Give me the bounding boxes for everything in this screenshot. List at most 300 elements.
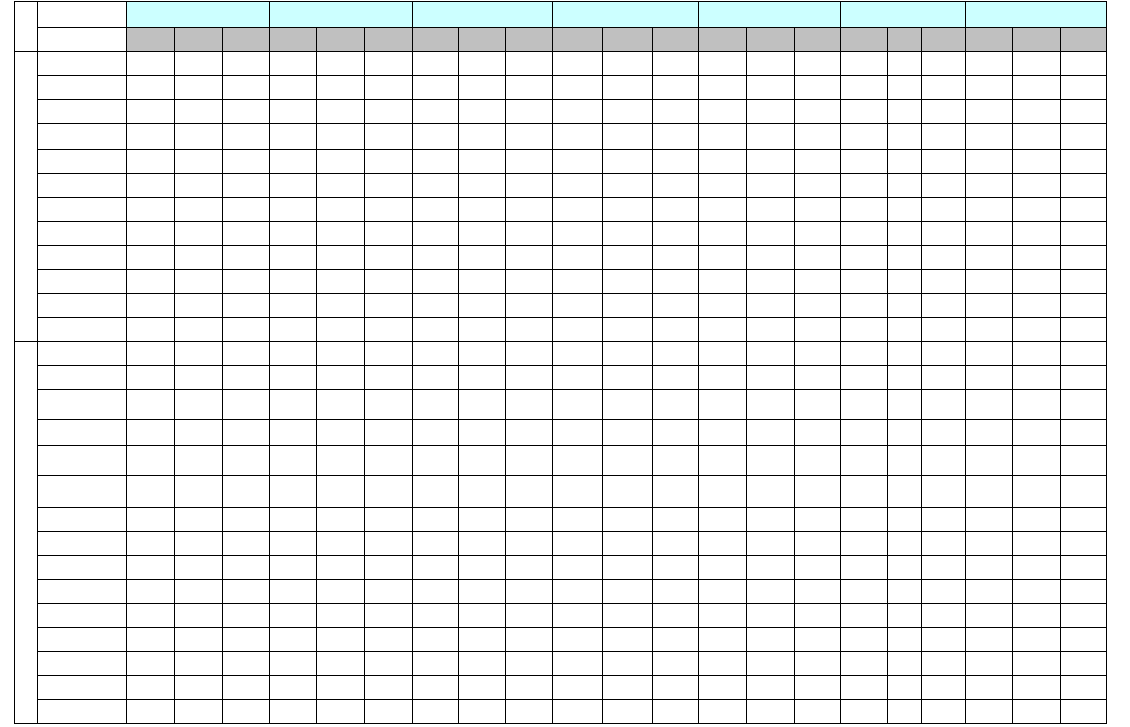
doctor-cell xyxy=(127,150,175,174)
doctor-cell xyxy=(699,52,747,76)
doctor-cell xyxy=(270,100,317,124)
doctor-cell xyxy=(603,124,653,150)
clinic-room-cell xyxy=(506,508,553,532)
clinic-room-cell xyxy=(223,124,270,150)
clinic-room-cell xyxy=(506,52,553,76)
clinic-room-cell xyxy=(506,174,553,198)
doctor-cell xyxy=(747,532,795,556)
doctor-cell xyxy=(317,652,365,676)
clinic-room-cell xyxy=(223,580,270,604)
doctor-cell xyxy=(270,76,317,100)
doctor-cell xyxy=(747,604,795,628)
table-row xyxy=(15,294,1107,318)
doctor-cell xyxy=(270,476,317,508)
doctor-cell xyxy=(459,556,506,580)
clinic-room-cell xyxy=(653,366,699,390)
department-name xyxy=(38,318,127,342)
doctor-cell xyxy=(413,342,459,366)
clinic-room-cell xyxy=(223,628,270,652)
doctor-cell xyxy=(413,676,459,700)
doctor-cell xyxy=(175,198,223,222)
doctor-cell xyxy=(841,294,888,318)
doctor-cell xyxy=(413,556,459,580)
doctor-cell xyxy=(317,580,365,604)
doctor-cell xyxy=(699,198,747,222)
table-row xyxy=(15,652,1107,676)
slot-header xyxy=(699,28,747,52)
doctor-cell xyxy=(841,652,888,676)
clinic-room-cell xyxy=(223,652,270,676)
doctor-cell xyxy=(841,222,888,246)
doctor-cell xyxy=(317,124,365,150)
department-name xyxy=(38,676,127,700)
clinic-room-cell xyxy=(922,604,966,628)
doctor-cell xyxy=(175,446,223,476)
clinic-room-cell xyxy=(223,318,270,342)
department-name xyxy=(38,532,127,556)
clinic-room-cell xyxy=(922,150,966,174)
clinic-room-cell xyxy=(922,222,966,246)
doctor-cell xyxy=(459,270,506,294)
doctor-cell xyxy=(175,420,223,446)
doctor-cell xyxy=(413,652,459,676)
doctor-cell xyxy=(699,222,747,246)
doctor-cell xyxy=(553,476,603,508)
doctor-cell xyxy=(553,676,603,700)
clinic-room-cell xyxy=(506,270,553,294)
doctor-cell xyxy=(317,390,365,420)
slot-header xyxy=(1013,28,1061,52)
doctor-cell xyxy=(1013,342,1061,366)
doctor-cell xyxy=(966,198,1013,222)
doctor-cell xyxy=(841,100,888,124)
doctor-cell xyxy=(127,580,175,604)
clinic-room-cell xyxy=(795,652,841,676)
doctor-cell xyxy=(553,342,603,366)
doctor-cell xyxy=(888,294,922,318)
clinic-room-cell xyxy=(365,342,413,366)
doctor-cell xyxy=(459,446,506,476)
doctor-cell xyxy=(459,150,506,174)
department-name xyxy=(38,366,127,390)
clinic-room-cell xyxy=(1061,342,1107,366)
doctor-cell xyxy=(699,246,747,270)
clinic-room-cell xyxy=(653,342,699,366)
doctor-cell xyxy=(966,700,1013,724)
clinic-room-cell xyxy=(506,76,553,100)
clinic-room-cell xyxy=(1061,100,1107,124)
slot-header xyxy=(459,28,506,52)
clinic-room-cell xyxy=(795,270,841,294)
doctor-cell xyxy=(175,76,223,100)
slot-header xyxy=(506,28,553,52)
doctor-cell xyxy=(270,150,317,174)
department-name xyxy=(38,700,127,724)
doctor-cell xyxy=(699,390,747,420)
clinic-room-cell xyxy=(223,476,270,508)
doctor-cell xyxy=(127,476,175,508)
clinic-room-cell xyxy=(365,270,413,294)
doctor-cell xyxy=(966,390,1013,420)
doctor-cell xyxy=(459,76,506,100)
doctor-cell xyxy=(270,676,317,700)
doctor-cell xyxy=(175,52,223,76)
department-name xyxy=(38,222,127,246)
clinic-room-cell xyxy=(223,198,270,222)
clinic-room-cell xyxy=(922,342,966,366)
clinic-room-cell xyxy=(922,390,966,420)
clinic-room-cell xyxy=(653,390,699,420)
doctor-cell xyxy=(553,294,603,318)
doctor-cell xyxy=(841,198,888,222)
department-name xyxy=(38,100,127,124)
clinic-room-cell xyxy=(1061,700,1107,724)
clinic-room-cell xyxy=(365,294,413,318)
doctor-cell xyxy=(317,366,365,390)
clinic-room-cell xyxy=(365,52,413,76)
clinic-room-cell xyxy=(653,446,699,476)
doctor-cell xyxy=(966,446,1013,476)
doctor-cell xyxy=(317,700,365,724)
table-row xyxy=(15,318,1107,342)
clinic-room-cell xyxy=(223,676,270,700)
doctor-cell xyxy=(459,222,506,246)
doctor-cell xyxy=(127,446,175,476)
doctor-cell xyxy=(888,366,922,390)
table-row xyxy=(15,580,1107,604)
doctor-cell xyxy=(553,366,603,390)
doctor-cell xyxy=(966,246,1013,270)
department-name xyxy=(38,652,127,676)
doctor-cell xyxy=(699,124,747,150)
doctor-cell xyxy=(1013,366,1061,390)
doctor-cell xyxy=(175,270,223,294)
doctor-cell xyxy=(841,420,888,446)
doctor-cell xyxy=(699,628,747,652)
doctor-cell xyxy=(841,508,888,532)
table-row xyxy=(15,76,1107,100)
doctor-cell xyxy=(1013,52,1061,76)
clinic-room-cell xyxy=(653,532,699,556)
doctor-cell xyxy=(270,390,317,420)
doctor-cell xyxy=(175,318,223,342)
doctor-cell xyxy=(553,604,603,628)
doctor-cell xyxy=(459,294,506,318)
slot-header xyxy=(841,28,888,52)
doctor-cell xyxy=(459,366,506,390)
doctor-cell xyxy=(747,556,795,580)
doctor-cell xyxy=(966,294,1013,318)
session-time-header xyxy=(38,28,127,52)
doctor-cell xyxy=(459,318,506,342)
clinic-room-cell xyxy=(506,532,553,556)
doctor-cell xyxy=(603,270,653,294)
doctor-cell xyxy=(841,476,888,508)
clinic-room-cell xyxy=(795,420,841,446)
table-row xyxy=(15,476,1107,508)
doctor-cell xyxy=(747,700,795,724)
doctor-cell xyxy=(413,446,459,476)
doctor-cell xyxy=(603,604,653,628)
day-header-wed xyxy=(413,2,553,28)
doctor-cell xyxy=(317,532,365,556)
doctor-cell xyxy=(603,174,653,198)
department-name xyxy=(38,604,127,628)
clinic-room-cell xyxy=(506,652,553,676)
doctor-cell xyxy=(553,700,603,724)
doctor-cell xyxy=(317,628,365,652)
doctor-cell xyxy=(966,628,1013,652)
doctor-cell xyxy=(603,342,653,366)
doctor-cell xyxy=(553,124,603,150)
clinic-room-cell xyxy=(922,100,966,124)
doctor-cell xyxy=(841,52,888,76)
doctor-cell xyxy=(413,366,459,390)
doctor-cell xyxy=(888,580,922,604)
doctor-cell xyxy=(270,246,317,270)
doctor-cell xyxy=(553,652,603,676)
doctor-cell xyxy=(413,270,459,294)
doctor-cell xyxy=(553,174,603,198)
doctor-cell xyxy=(603,100,653,124)
doctor-cell xyxy=(888,246,922,270)
doctor-cell xyxy=(317,222,365,246)
doctor-cell xyxy=(603,318,653,342)
doctor-cell xyxy=(459,198,506,222)
doctor-cell xyxy=(747,52,795,76)
doctor-cell xyxy=(553,52,603,76)
slot-header xyxy=(413,28,459,52)
specialty-header xyxy=(15,2,38,52)
clinic-room-cell xyxy=(922,124,966,150)
day-header-fri xyxy=(699,2,841,28)
doctor-cell xyxy=(747,652,795,676)
doctor-cell xyxy=(459,174,506,198)
department-name xyxy=(38,150,127,174)
clinic-room-cell xyxy=(365,580,413,604)
doctor-cell xyxy=(841,246,888,270)
doctor-cell xyxy=(888,52,922,76)
doctor-cell xyxy=(603,150,653,174)
clinic-room-cell xyxy=(506,318,553,342)
clinic-room-cell xyxy=(653,246,699,270)
slot-header xyxy=(653,28,699,52)
doctor-cell xyxy=(1013,628,1061,652)
doctor-cell xyxy=(888,318,922,342)
clinic-room-cell xyxy=(795,604,841,628)
doctor-cell xyxy=(888,446,922,476)
department-name xyxy=(38,508,127,532)
doctor-cell xyxy=(966,76,1013,100)
department-name xyxy=(38,246,127,270)
doctor-cell xyxy=(603,198,653,222)
clinic-room-cell xyxy=(1061,150,1107,174)
clinic-room-cell xyxy=(1061,318,1107,342)
clinic-room-cell xyxy=(365,318,413,342)
clinic-room-cell xyxy=(223,532,270,556)
doctor-cell xyxy=(270,198,317,222)
doctor-cell xyxy=(127,318,175,342)
department-name xyxy=(38,124,127,150)
department-name xyxy=(38,294,127,318)
clinic-room-cell xyxy=(795,222,841,246)
doctor-cell xyxy=(966,318,1013,342)
clinic-room-cell xyxy=(653,420,699,446)
clinic-room-cell xyxy=(922,174,966,198)
doctor-cell xyxy=(127,342,175,366)
department-name xyxy=(38,628,127,652)
doctor-cell xyxy=(603,246,653,270)
doctor-cell xyxy=(175,700,223,724)
doctor-cell xyxy=(553,508,603,532)
clinic-room-cell xyxy=(922,676,966,700)
clinic-room-cell xyxy=(365,174,413,198)
department-name xyxy=(38,476,127,508)
doctor-cell xyxy=(747,198,795,222)
doctor-cell xyxy=(127,124,175,150)
clinic-room-cell xyxy=(506,100,553,124)
clinic-room-cell xyxy=(365,476,413,508)
doctor-cell xyxy=(413,476,459,508)
doctor-cell xyxy=(413,124,459,150)
clinic-room-cell xyxy=(795,174,841,198)
doctor-cell xyxy=(747,366,795,390)
clinic-room-cell xyxy=(365,676,413,700)
doctor-cell xyxy=(1013,174,1061,198)
clinic-room-cell xyxy=(795,150,841,174)
doctor-cell xyxy=(603,580,653,604)
doctor-cell xyxy=(888,556,922,580)
doctor-cell xyxy=(603,390,653,420)
doctor-cell xyxy=(175,174,223,198)
clinic-room-cell xyxy=(922,294,966,318)
doctor-cell xyxy=(553,222,603,246)
clinic-room-cell xyxy=(365,366,413,390)
day-header-thu xyxy=(553,2,699,28)
clinic-room-cell xyxy=(922,652,966,676)
doctor-cell xyxy=(413,246,459,270)
doctor-cell xyxy=(603,52,653,76)
clinic-room-cell xyxy=(922,318,966,342)
clinic-room-cell xyxy=(365,700,413,724)
table-row xyxy=(15,700,1107,724)
doctor-cell xyxy=(270,222,317,246)
doctor-cell xyxy=(413,508,459,532)
doctor-cell xyxy=(413,532,459,556)
doctor-cell xyxy=(553,318,603,342)
clinic-room-cell xyxy=(795,700,841,724)
doctor-cell xyxy=(699,532,747,556)
doctor-cell xyxy=(1013,294,1061,318)
doctor-cell xyxy=(888,76,922,100)
doctor-cell xyxy=(127,508,175,532)
department-name xyxy=(38,270,127,294)
table-row xyxy=(15,628,1107,652)
clinic-room-cell xyxy=(223,222,270,246)
doctor-cell xyxy=(966,270,1013,294)
slot-header xyxy=(270,28,317,52)
doctor-cell xyxy=(175,676,223,700)
doctor-cell xyxy=(966,342,1013,366)
clinic-room-cell xyxy=(1061,628,1107,652)
doctor-cell xyxy=(888,604,922,628)
clinic-room-cell xyxy=(1061,580,1107,604)
clinic-room-cell xyxy=(653,294,699,318)
table-row xyxy=(15,604,1107,628)
clinic-room-cell xyxy=(653,222,699,246)
clinic-room-cell xyxy=(653,508,699,532)
doctor-cell xyxy=(553,390,603,420)
doctor-cell xyxy=(699,446,747,476)
clinic-room-cell xyxy=(795,294,841,318)
doctor-cell xyxy=(459,700,506,724)
doctor-cell xyxy=(888,652,922,676)
doctor-cell xyxy=(127,604,175,628)
doctor-cell xyxy=(1013,652,1061,676)
clinic-room-cell xyxy=(506,580,553,604)
doctor-cell xyxy=(317,150,365,174)
table-row xyxy=(15,420,1107,446)
doctor-cell xyxy=(888,270,922,294)
doctor-cell xyxy=(699,508,747,532)
doctor-cell xyxy=(603,366,653,390)
clinic-room-cell xyxy=(1061,556,1107,580)
slot-header xyxy=(223,28,270,52)
clinic-room-cell xyxy=(1061,76,1107,100)
doctor-cell xyxy=(270,366,317,390)
doctor-cell xyxy=(966,508,1013,532)
doctor-cell xyxy=(270,604,317,628)
doctor-cell xyxy=(317,420,365,446)
doctor-cell xyxy=(553,420,603,446)
doctor-cell xyxy=(888,342,922,366)
doctor-cell xyxy=(413,628,459,652)
clinic-room-cell xyxy=(506,222,553,246)
doctor-cell xyxy=(966,222,1013,246)
doctor-cell xyxy=(699,76,747,100)
doctor-cell xyxy=(966,556,1013,580)
table-row xyxy=(15,446,1107,476)
clinic-room-cell xyxy=(653,604,699,628)
clinic-room-cell xyxy=(365,100,413,124)
doctor-cell xyxy=(841,174,888,198)
schedule-table xyxy=(14,1,1107,724)
doctor-cell xyxy=(603,222,653,246)
doctor-cell xyxy=(553,76,603,100)
clinic-room-cell xyxy=(506,700,553,724)
doctor-cell xyxy=(888,676,922,700)
doctor-cell xyxy=(1013,604,1061,628)
clinic-room-cell xyxy=(506,366,553,390)
clinic-room-cell xyxy=(922,76,966,100)
clinic-room-cell xyxy=(922,532,966,556)
doctor-cell xyxy=(699,676,747,700)
clinic-room-cell xyxy=(922,700,966,724)
doctor-cell xyxy=(1013,580,1061,604)
clinic-room-cell xyxy=(653,318,699,342)
clinic-room-cell xyxy=(922,52,966,76)
department-name xyxy=(38,76,127,100)
clinic-room-cell xyxy=(922,446,966,476)
doctor-cell xyxy=(841,556,888,580)
doctor-cell xyxy=(270,294,317,318)
doctor-cell xyxy=(699,580,747,604)
doctor-cell xyxy=(270,532,317,556)
clinic-room-cell xyxy=(506,604,553,628)
clinic-room-cell xyxy=(506,124,553,150)
doctor-cell xyxy=(966,604,1013,628)
doctor-cell xyxy=(1013,124,1061,150)
